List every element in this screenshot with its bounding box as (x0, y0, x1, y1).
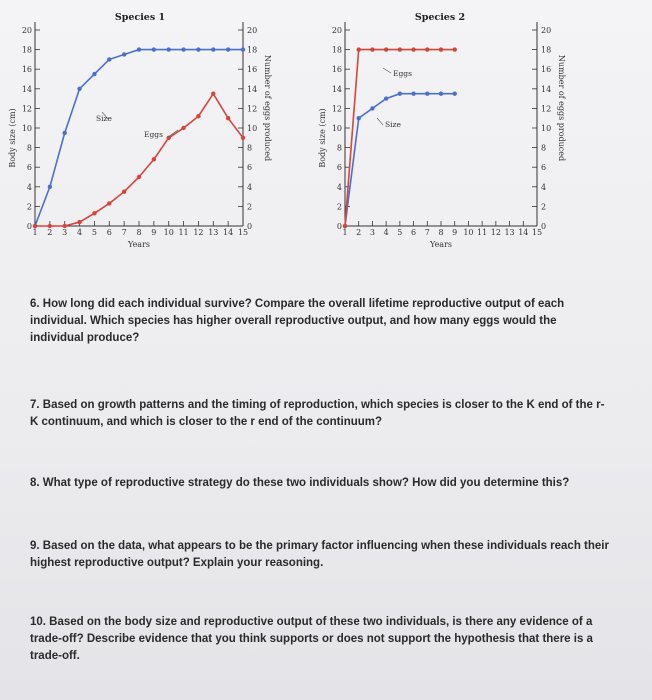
y-tick-label-left: 16 (21, 65, 32, 75)
size-series-line (345, 94, 455, 226)
y-tick-label-left: 4 (336, 182, 342, 192)
y-tick-label-right: 20 (247, 26, 258, 35)
y-tick-label-right: 2 (541, 202, 547, 212)
y-tick-label-right: 10 (247, 124, 258, 133)
size-data-point (77, 87, 81, 91)
x-tick-label: 2 (47, 228, 53, 237)
y-tick-label-left: 4 (26, 182, 32, 192)
size-data-point (167, 47, 171, 51)
y-tick-label-right: 14 (541, 84, 552, 94)
x-tick-label: 3 (62, 228, 68, 237)
x-tick-label: 6 (411, 228, 417, 237)
size-data-point (411, 92, 415, 96)
x-tick-label: 14 (518, 228, 529, 237)
y-tick-label-left: 14 (21, 84, 32, 94)
x-tick-label: 13 (504, 228, 515, 237)
x-tick-label: 10 (463, 228, 474, 237)
eggs-data-point (181, 126, 185, 130)
eggs-data-point (48, 224, 52, 228)
species-2-chart (305, 0, 635, 255)
annotation-eggs: Eggs (144, 130, 163, 139)
eggs-data-point (384, 47, 388, 51)
x-tick-label: 7 (424, 228, 430, 237)
x-tick-label: 2 (356, 228, 362, 237)
y-tick-label-right: 18 (247, 45, 258, 55)
annotation-leader (377, 118, 383, 125)
x-tick-label: 13 (208, 228, 219, 237)
x-tick-label: 5 (91, 228, 97, 237)
x-tick-label: 10 (163, 228, 174, 237)
size-data-point (384, 96, 388, 100)
annotation-size: Size (385, 120, 401, 129)
eggs-data-point (370, 47, 374, 51)
y-tick-label-left: 6 (336, 163, 342, 173)
x-tick-label: 14 (223, 228, 234, 237)
chart-title: Species 2 (414, 12, 466, 23)
size-data-point (357, 116, 361, 120)
x-tick-label: 12 (193, 228, 204, 237)
x-tick-label: 11 (178, 228, 189, 237)
y-tick-label-left: 0 (26, 222, 32, 231)
eggs-data-point (92, 211, 96, 215)
eggs-data-point (33, 224, 37, 228)
y-tick-label-right: 14 (247, 84, 258, 94)
chart-title: Species 1 (114, 12, 166, 23)
y-tick-label-left: 10 (21, 124, 32, 133)
y-tick-label-right: 4 (541, 182, 547, 192)
eggs-data-point (226, 116, 230, 120)
size-data-point (48, 185, 52, 189)
annotation-leader (383, 68, 391, 73)
question-8: 8. What type of reproductive strategy do these two individuals show? How did you determine this? (30, 477, 570, 489)
y-tick-label-right: 6 (247, 163, 253, 173)
y-tick-label-right: 8 (541, 143, 547, 153)
size-data-point (453, 92, 457, 96)
eggs-data-point (343, 224, 347, 228)
x-tick-label: 8 (438, 228, 444, 237)
y-tick-label-right: 16 (541, 65, 552, 75)
x-tick-label: 15 (531, 228, 543, 237)
eggs-data-point (425, 47, 429, 51)
x-tick-label: 5 (397, 228, 403, 237)
eggs-data-point (398, 47, 402, 51)
y-tick-label-left: 16 (331, 65, 342, 75)
y-tick-label-left: 12 (21, 104, 32, 114)
y-tick-label-left: 20 (21, 26, 32, 35)
size-data-point (398, 92, 402, 96)
y-tick-label-left: 2 (26, 202, 32, 212)
size-data-point (439, 92, 443, 96)
y-axis-label-right: Number of eggs produced (263, 54, 272, 162)
eggs-series-line (35, 94, 243, 226)
size-data-point (241, 47, 245, 51)
annotation-size: Size (96, 114, 112, 123)
y-axis-label-left: Body size (cm) (8, 108, 17, 168)
x-tick-label: 1 (32, 228, 38, 237)
x-tick-label: 15 (237, 228, 249, 237)
eggs-data-point (107, 201, 111, 205)
species-1-chart (8, 0, 320, 255)
eggs-data-point (411, 47, 415, 51)
x-tick-label: 12 (490, 228, 501, 237)
eggs-data-point (152, 157, 156, 161)
size-data-point (122, 52, 126, 56)
x-tick-label: 9 (452, 228, 458, 237)
question-6: 6. How long did each individual survive? Compare the overall lifetime reproductive output of each individual. Which species has higher overall reproductive output, and how many eggs would the individual produce? (30, 298, 565, 344)
y-tick-label-left: 20 (331, 26, 342, 35)
eggs-data-point (77, 220, 81, 224)
y-tick-label-left: 8 (26, 143, 32, 153)
x-tick-label: 9 (151, 228, 157, 237)
x-tick-label: 3 (369, 228, 375, 237)
size-series-line (35, 50, 243, 226)
y-tick-label-right: 12 (541, 104, 552, 114)
size-data-point (425, 92, 429, 96)
y-tick-label-right: 0 (541, 222, 547, 231)
x-tick-label: 4 (77, 228, 83, 237)
y-tick-label-left: 2 (336, 202, 342, 212)
x-tick-label: 4 (383, 228, 389, 237)
size-data-point (92, 72, 96, 76)
size-data-point (370, 106, 374, 110)
size-data-point (196, 47, 200, 51)
y-tick-label-right: 6 (541, 163, 547, 173)
y-tick-label-left: 18 (21, 45, 32, 55)
eggs-data-point (241, 136, 245, 140)
y-tick-label-right: 16 (247, 65, 258, 75)
y-tick-label-left: 12 (331, 104, 342, 114)
x-tick-label: 8 (136, 228, 142, 237)
question-10: 10. Based on the body size and reproductive output of these two individuals, is there any evidence of a trade-off? Describe evidence that you think supports or does not support the hypothesis that there is a trade-off. (30, 616, 593, 662)
y-tick-label-right: 12 (247, 104, 258, 114)
y-tick-label-right: 0 (247, 222, 253, 231)
x-tick-label: 7 (121, 228, 127, 237)
size-data-point (152, 47, 156, 51)
y-tick-label-right: 4 (247, 182, 253, 192)
eggs-data-point (453, 47, 457, 51)
x-tick-label: 1 (342, 228, 348, 237)
x-axis-label: Years (127, 240, 151, 249)
y-tick-label-left: 14 (331, 84, 342, 94)
y-tick-label-right: 18 (541, 45, 552, 55)
y-tick-label-right: 8 (247, 143, 253, 153)
eggs-data-point (439, 47, 443, 51)
question-7: 7. Based on growth patterns and the timing of reproduction, which species is closer to the K end of the r-K continuum, and which is closer to the r end of the continuum? (30, 399, 605, 428)
size-data-point (226, 47, 230, 51)
size-data-point (181, 47, 185, 51)
eggs-data-point (137, 175, 141, 179)
x-tick-label: 11 (477, 228, 488, 237)
y-tick-label-right: 20 (541, 26, 552, 35)
y-tick-label-left: 8 (336, 143, 342, 153)
eggs-data-point (122, 190, 126, 194)
question-9: 9. Based on the data, what appears to be the primary factor influencing when these individuals reach their highest reproductive output? Explain your reasoning. (30, 540, 609, 569)
y-tick-label-right: 10 (541, 124, 552, 133)
eggs-data-point (211, 92, 215, 96)
eggs-data-point (196, 114, 200, 118)
eggs-data-point (63, 224, 67, 228)
y-tick-label-left: 10 (331, 124, 342, 133)
size-data-point (63, 131, 67, 135)
y-tick-label-left: 18 (331, 45, 342, 55)
y-tick-label-right: 2 (247, 202, 253, 212)
y-axis-label-right: Number of eggs produced (557, 54, 566, 162)
eggs-data-point (357, 47, 361, 51)
size-data-point (137, 47, 141, 51)
size-data-point (211, 47, 215, 51)
y-tick-label-left: 0 (336, 222, 342, 231)
y-axis-label-left: Body size (cm) (318, 108, 327, 168)
x-axis-label: Years (429, 240, 453, 249)
x-tick-label: 6 (106, 228, 112, 237)
size-data-point (107, 57, 111, 61)
y-tick-label-left: 6 (26, 163, 32, 173)
annotation-eggs: Eggs (393, 69, 412, 78)
